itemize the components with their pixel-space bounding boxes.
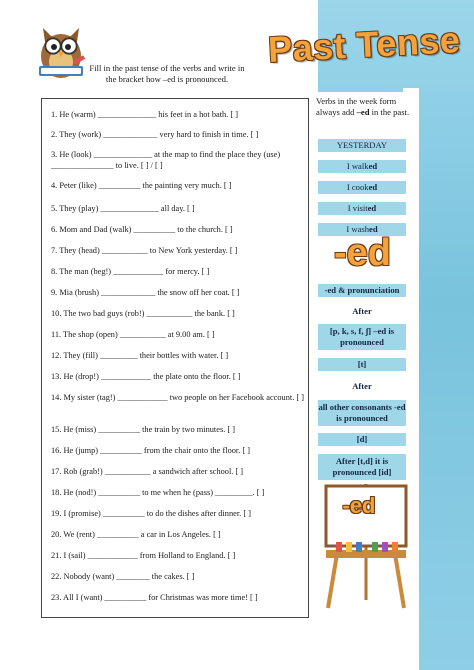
- example-suffix: ed: [369, 224, 378, 234]
- rule-heading: -ed & pronunciation: [318, 284, 406, 297]
- easel-ed-label: -ed: [342, 493, 376, 518]
- exercise-item: 4. Peter (like) __________ the painting very much. [ ]: [51, 181, 232, 190]
- example-suffix: ed: [367, 203, 377, 213]
- example-suffix: ed: [368, 182, 378, 192]
- owl-teacher-icon: [33, 22, 89, 80]
- example-stem: I visit: [347, 203, 368, 213]
- rule-item: After [t,d] it is pronounced [id]: [318, 454, 406, 480]
- exercise-item: 2. They (work) _____________ very hard to finish in time. [ ]: [51, 130, 259, 139]
- exercise-item: 17. Rob (grab!) ___________ a sandwich after school. [ ]: [51, 467, 244, 476]
- rule-note: [316, 96, 420, 118]
- ed-heading: -ed: [334, 232, 391, 274]
- exercise-item: 13. He (drop!) ____________ the plate onto the floor. [ ]: [51, 372, 241, 381]
- exercise-item: 15. He (miss) __________ the train by two minutes. [ ]: [51, 425, 236, 434]
- exercise-item: 20. We (rent) __________ a car in Los Angeles. [ ]: [51, 530, 221, 539]
- exercise-item: 12. They (fill) _________ their bottles with water. [ ]: [51, 351, 229, 360]
- example-stem: I walk: [346, 161, 369, 171]
- example-stem: I wash: [346, 224, 370, 234]
- rule-label: After: [318, 305, 406, 318]
- rule-note-text: Verbs in the week form always add: [316, 96, 397, 117]
- exercise-item: 19. I (promise) __________ to do the dishes after dinner. [ ]: [51, 509, 251, 518]
- exercise-item: 1. He (warm) ______________ his feet in a hot bath. [ ]: [51, 110, 238, 119]
- rule-item: all other consonants -ed is pronounced: [318, 400, 406, 426]
- rule-label: After: [318, 380, 406, 393]
- exercise-item: 16. He (jump) __________ from the chair onto the floor. [ ]: [51, 446, 251, 455]
- exercise-item: 8. The man (beg!) ____________ for mercy. [ ]: [51, 267, 210, 276]
- exercise-item: 3. He (look) ______________ at the map to find the place they (use) _______________ to live. [ ] / [ ]: [51, 150, 281, 170]
- example-item: [318, 202, 406, 215]
- exercise-item: 14. My sister (tag!) ____________ two people on her Facebook account. [ ]: [51, 393, 305, 402]
- exercise-item: 22. Nobody (want) ________ the cakes. [ ]: [51, 572, 195, 581]
- example-suffix: ed: [368, 161, 378, 171]
- exercise-box: [41, 98, 309, 618]
- exercise-item: 5. They (play) ______________ all day. [ ]: [51, 204, 195, 213]
- exercise-item: 6. Mom and Dad (walk) __________ to the church. [ ]: [51, 225, 233, 234]
- exercise-item: 18. He (nod!) __________ to me when he (pass) _________. [ ]: [51, 488, 265, 497]
- example-item: [318, 160, 406, 173]
- instructions-text: Fill in the past tense of the verbs and write in the bracket how –ed is pronounced.: [89, 63, 245, 84]
- example-item: [318, 181, 406, 194]
- page-title: Past Tense: [267, 18, 462, 71]
- rule-sound: [d]: [318, 433, 406, 446]
- exercise-item: 10. The two bad guys (rob!) ___________ the bank. [ ]: [51, 309, 235, 318]
- exercise-item: 21. I (sail) ____________ from Holland to England. [ ]: [51, 551, 236, 560]
- rule-item: [p, k, s, f, ʃ] –ed is pronounced: [318, 324, 406, 350]
- rule-note-suffix: –ed: [356, 107, 370, 117]
- examples-heading: YESTERDAY: [318, 139, 406, 152]
- example-stem: I cook: [346, 182, 369, 192]
- exercise-item: 7. They (head) ___________ to New York yesterday. [ ]: [51, 246, 238, 255]
- exercise-item: 23. All I (want) __________ for Christmas was more time! [ ]: [51, 593, 258, 602]
- exercise-item: 11. The shop (open) ___________ at 9.00 am. [ ]: [51, 330, 215, 339]
- exercise-item: 9. Mia (brush) _____________ the snow off her coat. [ ]: [51, 288, 240, 297]
- rule-sound: [t]: [318, 358, 406, 371]
- rule-note-text-end: in the past.: [369, 107, 410, 117]
